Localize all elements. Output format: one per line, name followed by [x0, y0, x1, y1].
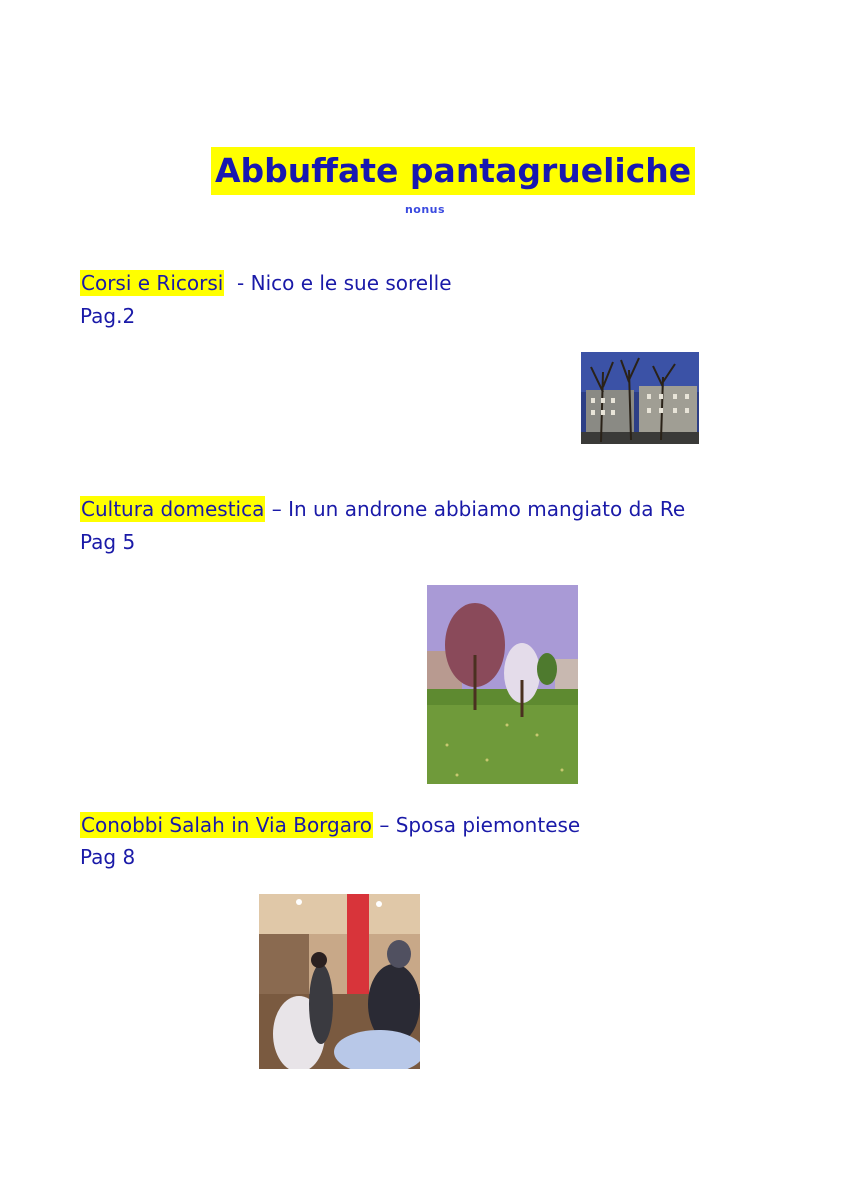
entry-3-headline: Sposa piemontese [395, 813, 581, 837]
entry-1-heading [80, 270, 452, 296]
entry-2-heading [80, 496, 685, 522]
entry-3-separator: – [373, 813, 396, 837]
entry-1-page: Pag.2 [80, 304, 136, 328]
entry-2-section: Cultura domestica [81, 497, 265, 521]
entry-1-photo [581, 352, 699, 444]
document-title: Abbuffate pantagrueliche [211, 147, 695, 195]
entry-1-section: Corsi e Ricorsi [81, 271, 224, 295]
author-name: nonus [404, 203, 446, 216]
entry-3-heading [80, 812, 580, 838]
entry-2-separator: – [265, 497, 289, 521]
entry-2-headline: In un androne abbiamo mangiato da Re [288, 497, 686, 521]
entry-1-headline: Nico e le sue sorelle [250, 271, 452, 295]
entry-3-section: Conobbi Salah in Via Borgaro [81, 813, 373, 837]
entry-3-photo [259, 894, 420, 1069]
entry-2-photo [427, 585, 578, 784]
entry-2-page: Pag 5 [80, 530, 136, 554]
entry-3-page: Pag 8 [80, 845, 136, 869]
entry-1-separator: - [224, 271, 251, 295]
